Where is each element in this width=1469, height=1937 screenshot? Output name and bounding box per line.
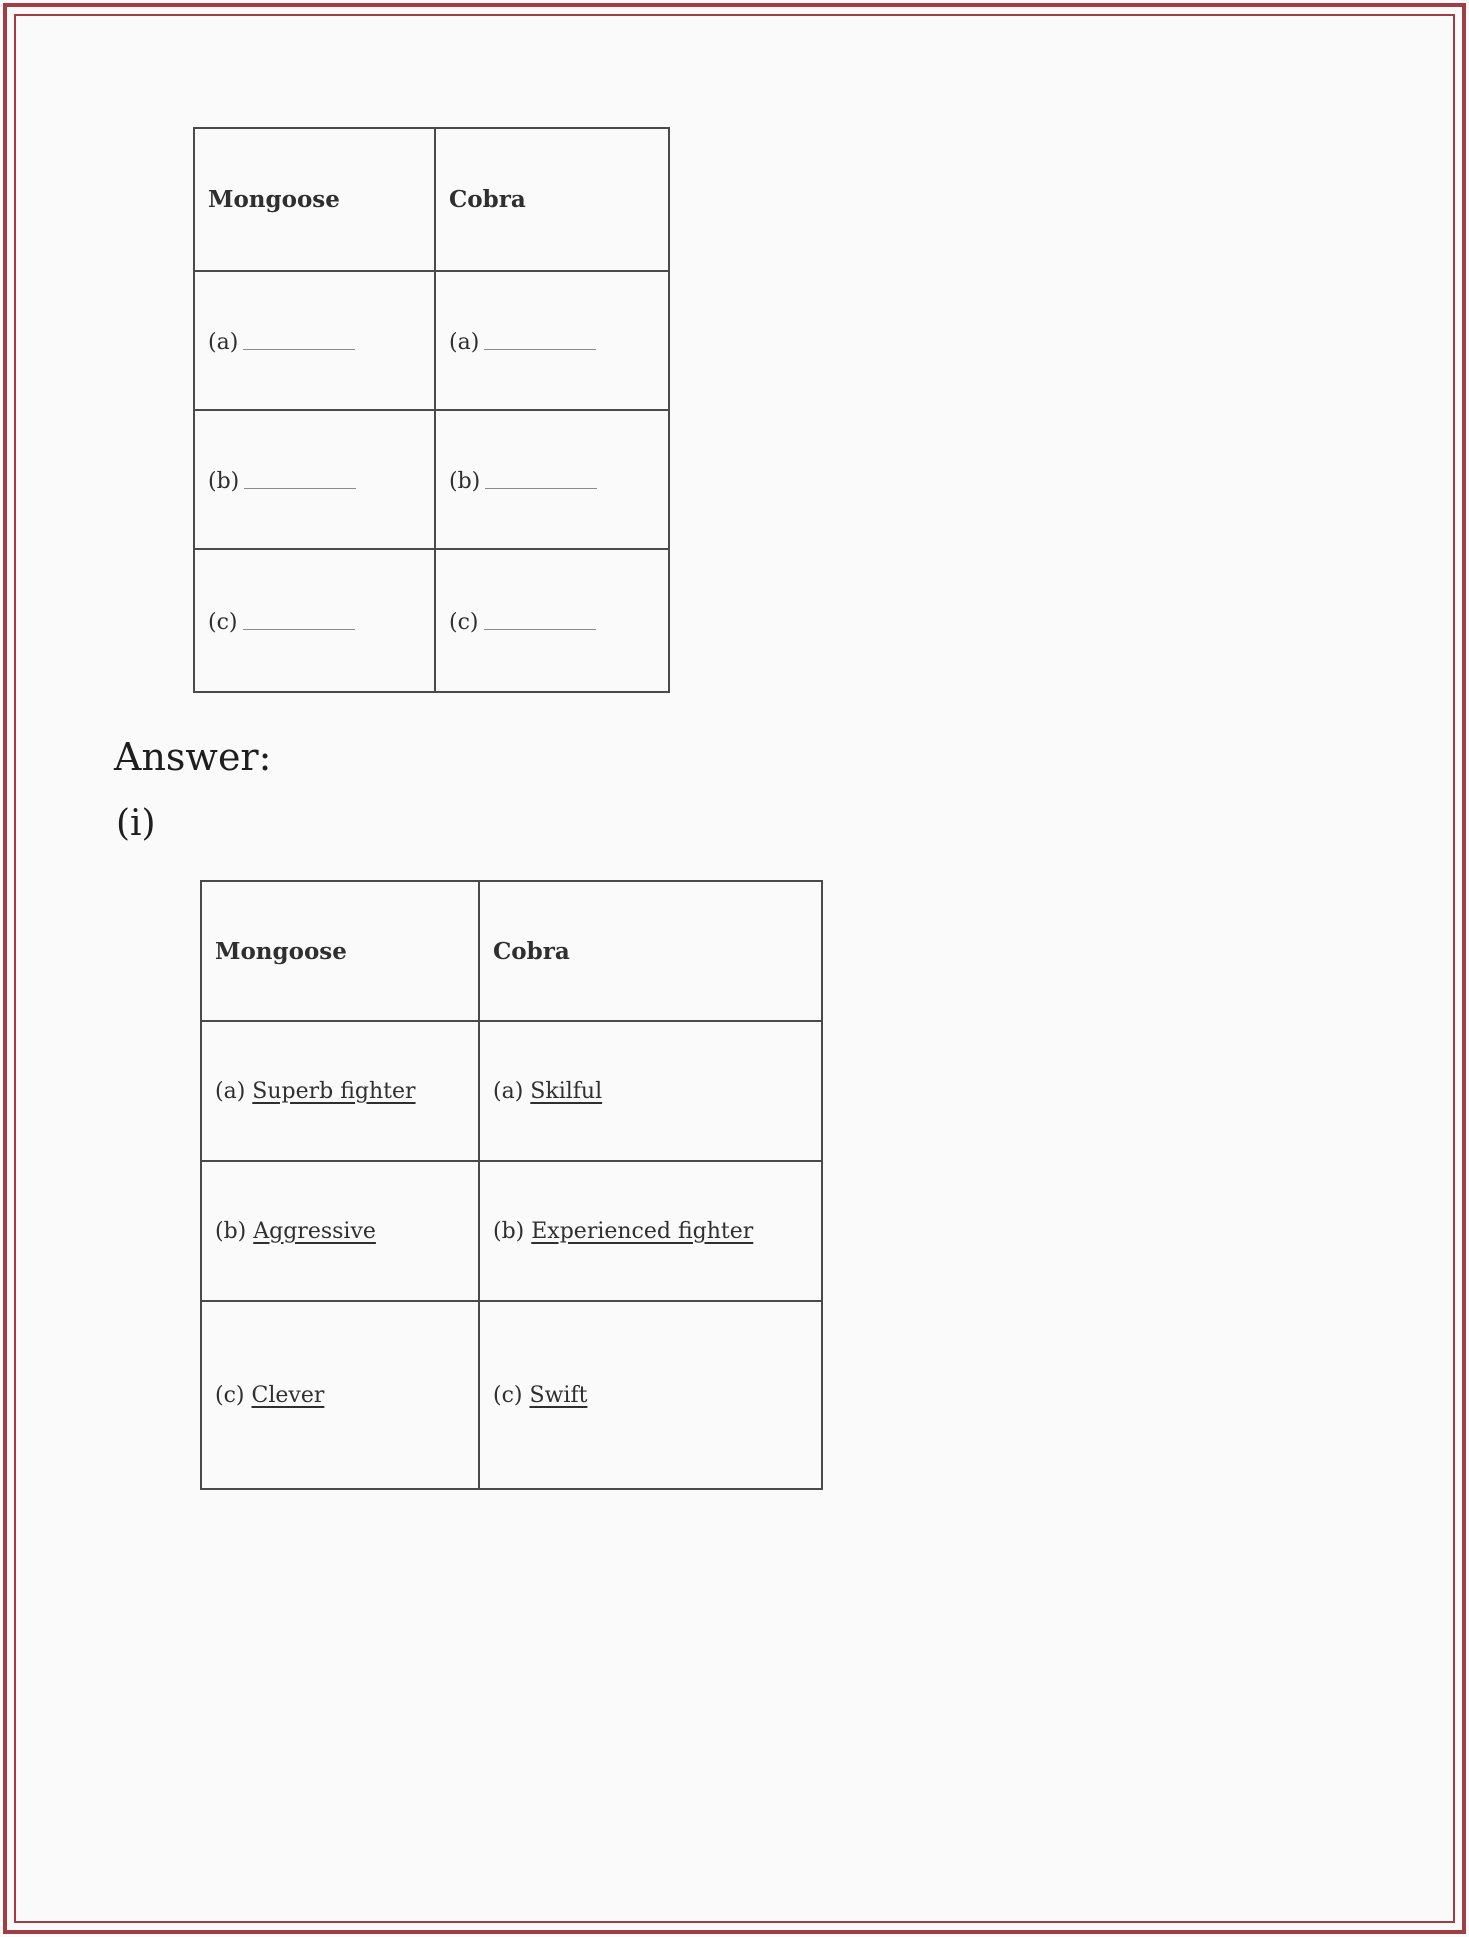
- item-number: (i): [116, 803, 156, 844]
- item-prefix: (c): [449, 610, 479, 636]
- table-cell: [201, 1301, 479, 1489]
- item-prefix: (c): [493, 1382, 523, 1408]
- blank-line: [243, 325, 355, 349]
- table-row: [194, 410, 669, 549]
- question-header-cobra: Cobra: [435, 128, 669, 271]
- table-row: [201, 1021, 822, 1161]
- table-cell: [479, 1301, 822, 1489]
- blank-line: [244, 464, 356, 488]
- answer-heading: Answer:: [114, 735, 272, 779]
- blank-line: [243, 605, 355, 629]
- item-prefix: (b): [449, 469, 481, 495]
- item-prefix: (b): [215, 1218, 247, 1244]
- table-cell: [479, 1161, 822, 1301]
- blank-line: [485, 464, 597, 488]
- item-prefix: (a): [215, 1078, 246, 1104]
- item-prefix: (b): [208, 469, 240, 495]
- table-row: [194, 549, 669, 692]
- question-header-mongoose: Mongoose: [194, 128, 435, 271]
- answer-text: Aggressive: [253, 1218, 376, 1244]
- answer-text: Swift: [529, 1382, 588, 1408]
- answer-header-cobra: Cobra: [479, 881, 822, 1021]
- item-prefix: (c): [215, 1382, 245, 1408]
- answer-text: Skilful: [530, 1078, 603, 1104]
- answer-text: Experienced fighter: [531, 1218, 754, 1244]
- item-prefix: (c): [208, 610, 238, 636]
- question-table-header-row: [194, 128, 669, 271]
- table-row: [201, 1301, 822, 1489]
- table-cell: [479, 1021, 822, 1161]
- table-cell: [435, 271, 669, 410]
- table-row: [201, 1161, 822, 1301]
- table-cell: [194, 549, 435, 692]
- answer-header-mongoose: Mongoose: [201, 881, 479, 1021]
- item-prefix: (a): [493, 1078, 524, 1104]
- blank-line: [484, 605, 596, 629]
- answer-table: [200, 880, 823, 1490]
- item-prefix: (b): [493, 1218, 525, 1244]
- table-cell: [435, 549, 669, 692]
- table-cell: [201, 1021, 479, 1161]
- table-cell: [435, 410, 669, 549]
- table-cell: [201, 1161, 479, 1301]
- blank-line: [484, 325, 596, 349]
- answer-table-header-row: [201, 881, 822, 1021]
- answer-text: Clever: [251, 1382, 325, 1408]
- table-row: [194, 271, 669, 410]
- table-cell: [194, 410, 435, 549]
- question-table: [193, 127, 670, 693]
- item-prefix: (a): [449, 330, 480, 356]
- item-prefix: (a): [208, 330, 239, 356]
- table-cell: [194, 271, 435, 410]
- answer-text: Superb fighter: [252, 1078, 416, 1104]
